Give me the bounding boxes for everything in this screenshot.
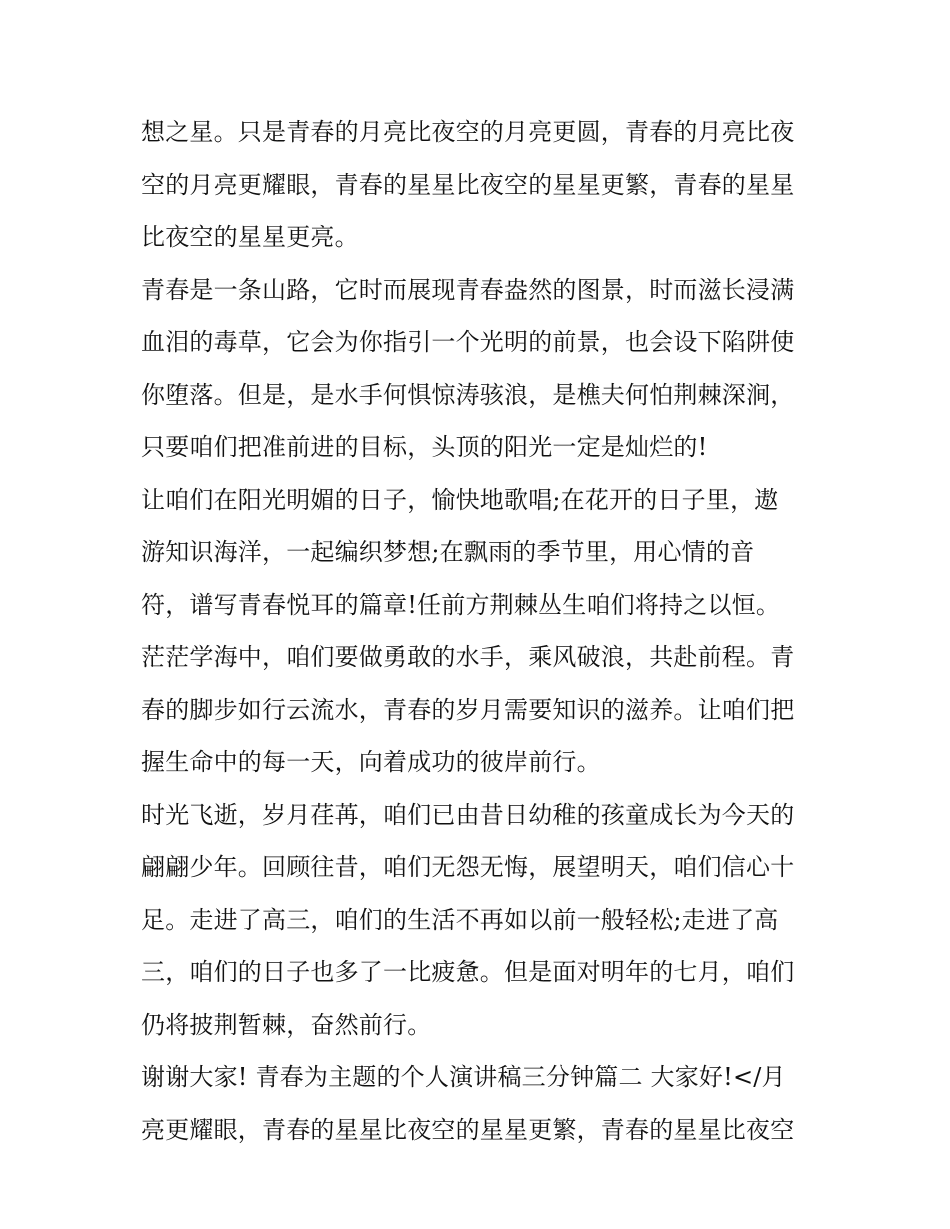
text-line: 翩翩少年。回顾往昔，咱们无怨无悔，展望明天，咱们信心十 <box>141 853 795 881</box>
text-line: 你堕落。但是，是水手何惧惊涛骇浪，是樵夫何怕荆棘深涧， <box>141 380 795 409</box>
text-line: 想之星。只是青春的月亮比夜空的月亮更圆，青春的月亮比夜 <box>141 118 795 146</box>
text-line: 比夜空的星星更亮。 <box>141 223 359 251</box>
text-line: 血泪的毒草，它会为你指引一个光明的前景，也会设下陷阱使 <box>141 328 795 356</box>
text-line: 亮更耀眼，青春的星星比夜空的星星更繁，青春的星星比夜空 <box>141 1115 795 1144</box>
text-line: 仍将披荆暂棘，奋然前行。 <box>141 1010 432 1039</box>
document-body <box>141 106 821 1156</box>
text-line: 三，咱们的日子也多了一比疲惫。但是面对明年的七月，咱们 <box>141 958 795 986</box>
text-line: 握生命中的每一天，向着成功的彼岸前行。 <box>141 748 601 776</box>
text-line: 时光飞逝，岁月荏苒，咱们已由昔日幼稚的孩童成长为今天的 <box>141 800 795 829</box>
text-line: 空的月亮更耀眼，青春的星星比夜空的星星更繁，青春的星星 <box>141 170 795 199</box>
text-line: 符，谱写青春悦耳的篇章!任前方荆棘丛生咱们将持之以恒。 <box>141 590 781 619</box>
text-line: 只要咱们把准前进的目标，头顶的阳光一定是灿烂的! <box>141 433 708 461</box>
text-line: 春的脚步如行云流水，青春的岁月需要知识的滋养。让咱们把 <box>141 695 795 724</box>
text-line: 游知识海洋，一起编织梦想;在飘雨的季节里，用心情的音 <box>141 538 755 566</box>
text-line: 茫茫学海中，咱们要做勇敢的水手，乘风破浪，共赴前程。青 <box>141 643 795 671</box>
text-line: 青春是一条山路，它时而展现青春盎然的图景，时而滋长浸满 <box>141 275 795 304</box>
text-line: 谢谢大家! 青春为主题的个人演讲稿三分钟篇二 大家好!</月 <box>141 1063 786 1091</box>
text-line: 足。走进了高三，咱们的生活不再如以前一般轻松;走进了高 <box>141 905 779 934</box>
text-line: 让咱们在阳光明媚的日子，愉快地歌唱;在花开的日子里，遨 <box>141 485 779 514</box>
